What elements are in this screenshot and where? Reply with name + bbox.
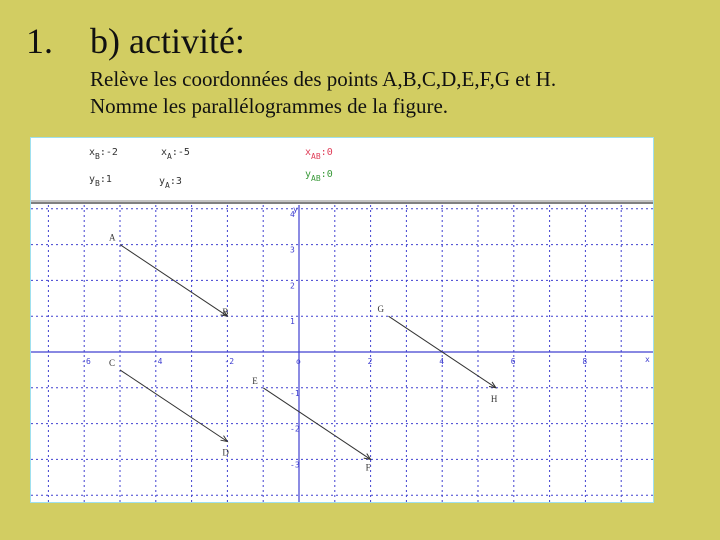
x-tick-label: 4 — [439, 357, 445, 366]
x-tick-label: -4 — [152, 357, 163, 366]
point-label-G: G — [377, 304, 384, 315]
instruction-1: Relève les coordonnées des points A,B,C,D,E,F,G et H. — [90, 67, 557, 91]
y-tick-label: 2 — [290, 281, 295, 291]
arrowhead-icon — [364, 454, 371, 460]
point-label-C: C — [109, 357, 116, 368]
coordinate-plane[interactable] — [31, 138, 653, 502]
y-tick-label: 1 — [290, 317, 295, 327]
arrowhead-icon — [221, 436, 228, 442]
readout-y-B: $y_B:1$ — [89, 174, 112, 188]
readout-x-A: $x_A:-5$ — [161, 147, 190, 161]
y-tick-label: 4 — [290, 209, 295, 219]
item-number: 1. — [26, 21, 53, 61]
y-tick-label: 3 — [290, 245, 295, 255]
y-tick-label: -2 — [290, 424, 300, 434]
x-tick-label: -6 — [81, 357, 91, 366]
page-title: b) activité: — [90, 21, 245, 61]
y-axis-label: y — [293, 205, 298, 214]
y-tick-label: -1 — [290, 388, 300, 398]
point-label-E: E — [252, 375, 258, 386]
point-label-F: F — [365, 462, 371, 473]
x-tick-label: -2 — [224, 357, 235, 366]
geometry-window — [30, 137, 654, 503]
instruction-2: Nomme les parallélogrammes de la figure. — [90, 94, 449, 118]
readout-x-B: $x_B:-2$ — [89, 147, 118, 161]
x-tick-label: 6 — [510, 357, 516, 366]
readout-y-AB: $y_{AB}:0$ — [305, 169, 333, 183]
arrowhead-icon — [489, 382, 496, 388]
x-tick-label: 2 — [367, 357, 373, 366]
x-axis-label: x — [645, 355, 650, 364]
x-tick-label: 8 — [582, 357, 588, 366]
x-tick-label: o — [296, 357, 301, 366]
vector-EF[interactable] — [263, 388, 370, 460]
vector-CD[interactable] — [120, 370, 227, 442]
y-tick-label: -3 — [290, 460, 300, 470]
point-label-B: B — [222, 307, 229, 318]
point-label-D: D — [222, 447, 229, 458]
readout-y-A: $y_A:3$ — [159, 176, 182, 190]
readout-x-AB: $x_{AB}:0$ — [305, 147, 333, 161]
point-label-A: A — [109, 232, 116, 243]
point-label-H: H — [490, 393, 498, 404]
